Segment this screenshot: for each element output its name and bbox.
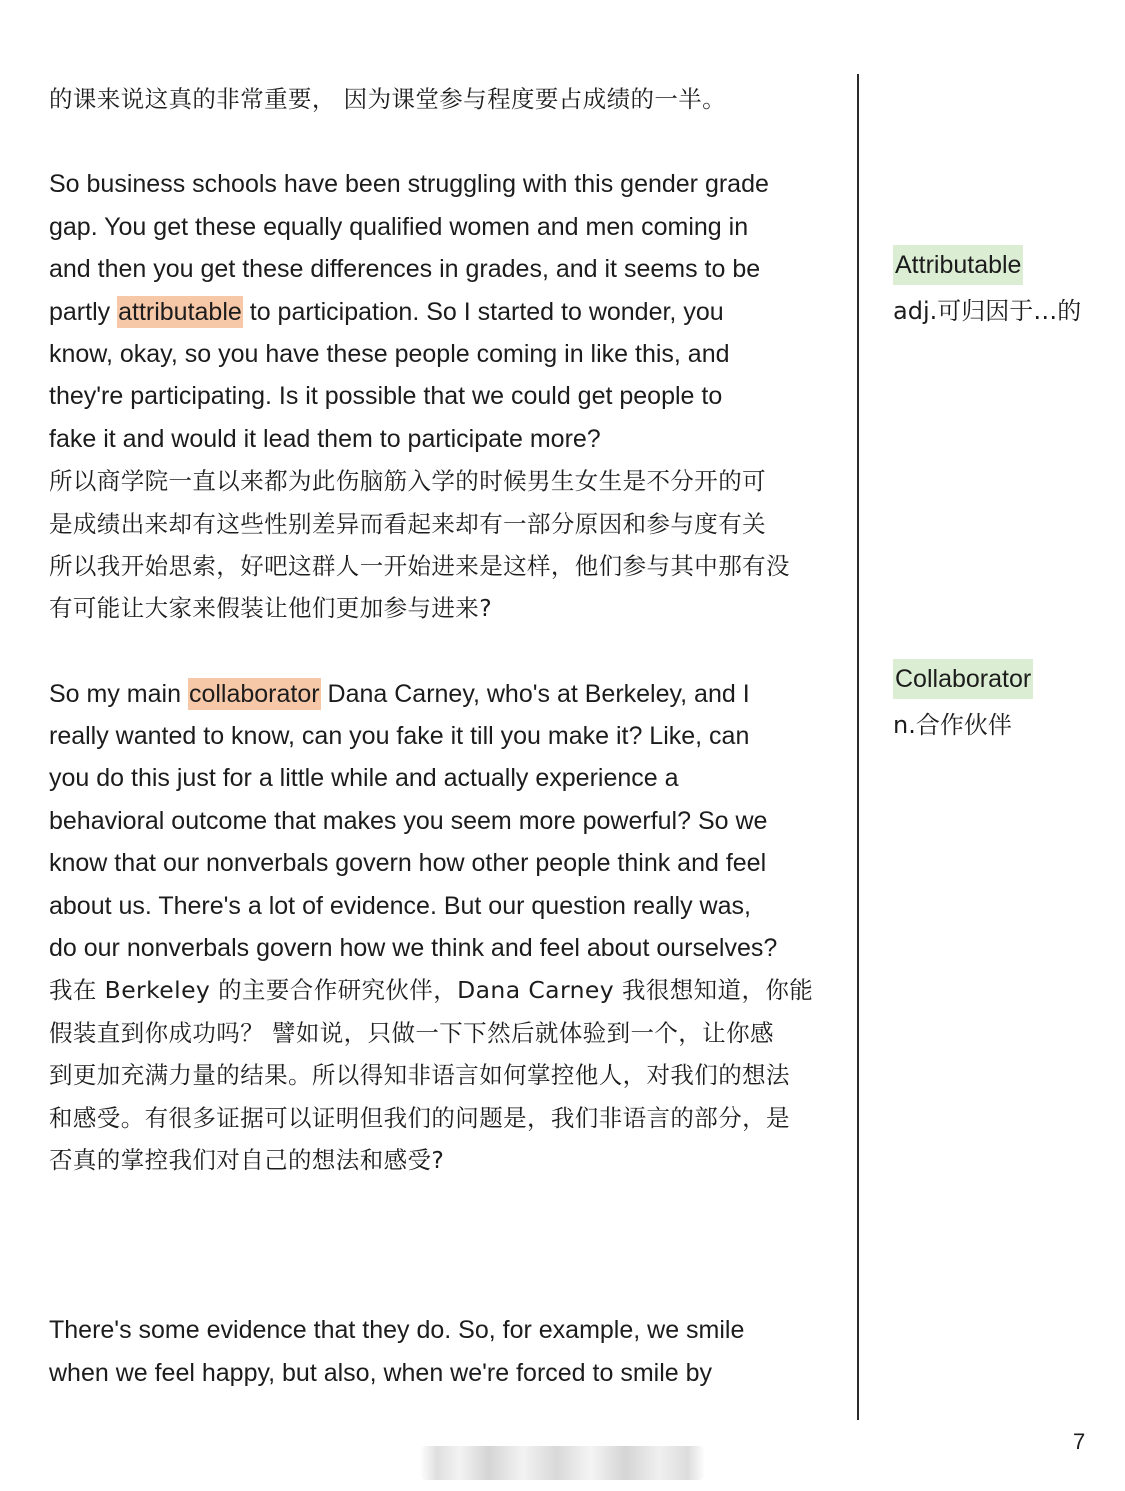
vocab-definition: n.合作伙伴 [893, 711, 1012, 739]
text-line: There's some evidence that they do. So, for example, we smile [49, 1316, 745, 1345]
text-line: and then you get these differences in grades, and it seems to be [49, 255, 761, 284]
translation-line: 所以商学院一直以来都为此伤脑筋入学的时候男生女生是不分开的可 [49, 467, 766, 496]
watermark-blur [420, 1446, 705, 1480]
paragraph-attributable [49, 163, 839, 629]
text-line: really wanted to know, can you fake it till you make it? Like, can [49, 722, 750, 751]
highlighted-word-collaborator: collaborator [188, 679, 320, 708]
translation-line: 有可能让大家来假装让他们更加参与进来? [49, 594, 493, 623]
paragraph-evidence [49, 1309, 839, 1394]
translation-line: 所以我开始思索，好吧这群人一开始进来是这样，他们参与其中那有没 [49, 551, 790, 580]
text-line [49, 673, 839, 715]
text-line: gap. You get these equally qualified women and men coming in [49, 212, 749, 241]
translation-line: 我在 Berkeley 的主要合作研究伙伴，Dana Carney 我很想知道，你能 [49, 976, 814, 1005]
text-line: So business schools have been struggling with this gender grade [49, 170, 769, 199]
text-line [49, 291, 839, 333]
paragraph-collaborator [49, 673, 839, 1182]
translation-line: 和感受。有很多证据可以证明但我们的问题是，我们非语言的部分，是 [49, 1103, 790, 1132]
text-line: behavioral outcome that makes you seem more powerful? So we [49, 806, 768, 835]
text-line: about us. There's a lot of evidence. But our question really was, [49, 891, 751, 920]
translation-line: 是成绩出来却有这些性别差异而看起来却有一部分原因和参与度有关 [49, 509, 766, 538]
text-line: you do this just for a little while and actually experience a [49, 764, 679, 793]
text-line: when we feel happy, but also, when we're forced to smile by [49, 1358, 713, 1387]
text-fragment: to participation. So I started to wonder, you [242, 297, 724, 326]
vocab-entry-attributable [893, 245, 1081, 327]
vocab-word: Attributable [893, 245, 1023, 285]
text-line: 的课来说这真的非常重要， 因为课堂参与程度要占成绩的一半。 [49, 85, 727, 113]
vocab-definition: adj.可归因于…的 [893, 297, 1082, 325]
text-line: they're participating. Is it possible that we could get people to [49, 382, 723, 411]
column-divider [857, 74, 859, 1420]
translation-line: 假装直到你成功吗？ 譬如说，只做一下下然后就体验到一个，让你感 [49, 1018, 774, 1047]
text-line: know that our nonverbals govern how other people think and feel [49, 849, 767, 878]
translation-line: 否真的掌控我们对自己的想法和感受? [49, 1145, 445, 1174]
page-number: 7 [1073, 1429, 1086, 1454]
text-fragment: Dana Carney, who's at Berkeley, and I [320, 679, 750, 708]
text-line: know, okay, so you have these people coming in like this, and [49, 339, 730, 368]
text-line: do our nonverbals govern how we think and feel about ourselves? [49, 934, 778, 963]
vocab-entry-collaborator [893, 659, 1033, 741]
text-fragment: partly [49, 297, 118, 326]
vocab-word: Collaborator [893, 659, 1033, 699]
highlighted-word-attributable: attributable [118, 297, 242, 326]
text-line: fake it and would it lead them to participate more? [49, 424, 601, 453]
text-fragment: So my main [49, 679, 188, 708]
main-text-column [49, 78, 839, 1394]
translation-line: 到更加充满力量的结果。所以得知非语言如何掌控他人，对我们的想法 [49, 1061, 790, 1090]
